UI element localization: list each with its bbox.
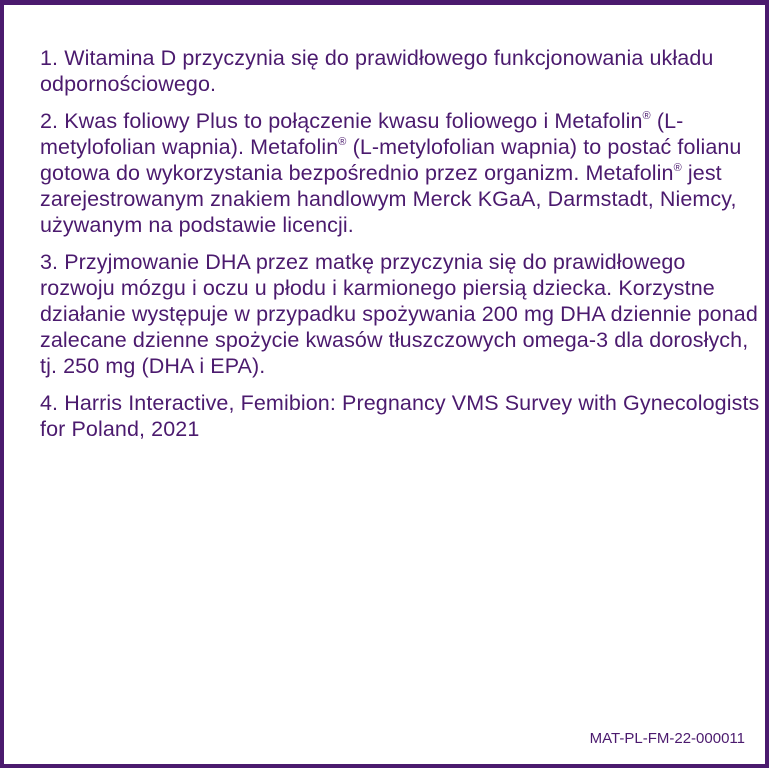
footnote-2-text-part-1: 2. Kwas foliowy Plus to połączenie kwasu foliowego i Metafolin <box>40 109 643 133</box>
footnote-4-text: 4. Harris Interactive, Femibion: Pregnancy VMS Survey with Gynecologists for Poland, 2021 <box>40 391 760 441</box>
footnote-1-text: 1. Witamina D przyczynia się do prawidłowego funkcjonowania układu odpornościowego. <box>40 46 714 96</box>
footnote-list <box>40 45 762 453</box>
registered-trademark-mark: ® <box>338 136 347 148</box>
footnote-2-text-part-4: jest zarejestrowanym znakiem handlowym Merck KGaA, Darmstadt, Niemcy, używanym na podstawie licencji. <box>40 161 737 237</box>
footnote-3 <box>40 249 762 379</box>
footnote-1 <box>40 45 762 97</box>
footnote-3-text: 3. Przyjmowanie DHA przez matkę przyczynia się do prawidłowego rozwoju mózgu i oczu u płodu i karmionego piersią dziecka. Korzystne działanie występuje w przypadku spożywania 200 mg DHA dziennie ponad zalecane dzienne spożycie kwasów tłuszczowych omega-3 dla dorosłych, tj. 250 mg (DHA i EPA). <box>40 250 758 378</box>
footnote-2-text-part-2: (L-metylofolian wapnia). Metafolin <box>40 109 684 159</box>
footnote-4 <box>40 390 762 442</box>
footnote-2 <box>40 108 762 238</box>
registered-trademark-mark: ® <box>642 110 651 122</box>
footnote-2-text-part-3: (L-metylofolian wapnia) to postać folianu gotowa do wykorzystania bezpośrednio przez organizm. Metafolin <box>40 135 742 185</box>
registered-trademark-mark: ® <box>673 162 682 174</box>
document-code: MAT-PL-FM-22-000011 <box>589 730 745 747</box>
